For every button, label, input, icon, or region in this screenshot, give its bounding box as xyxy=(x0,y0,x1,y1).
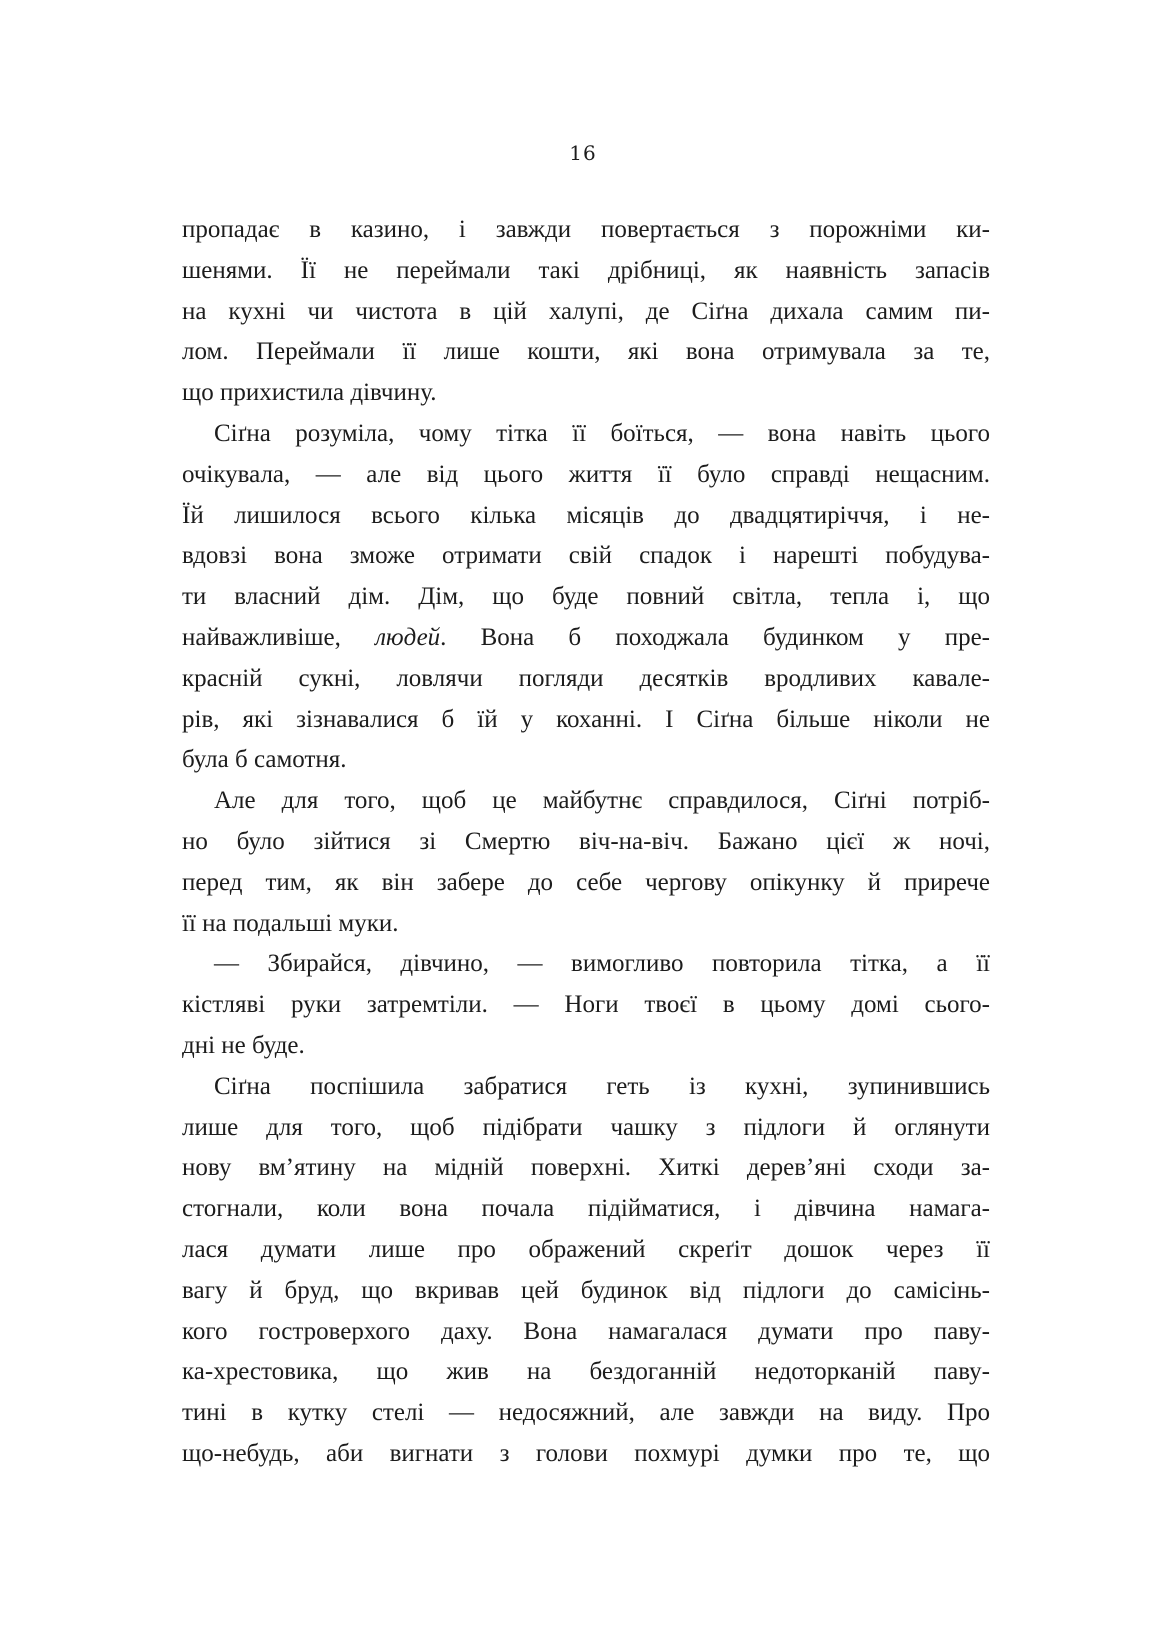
page-number: 16 xyxy=(569,141,597,165)
text-line: лом. Переймали її лише кошти, які вона отримувала за те, xyxy=(182,338,990,366)
text-line: ти власний дім. Дім, що буде повний світла, тепла і, що xyxy=(182,583,990,611)
text-line: кістляві руки затремтіли. — Ноги твоєї в цьому домі сього- xyxy=(182,991,990,1019)
text-line: на кухні чи чистота в цій халупі, де Сіґна дихала самим пи- xyxy=(182,297,990,325)
text-line: рів, які зізнавалися б їй у коханні. І Сіґна більше ніколи не xyxy=(182,705,990,733)
text-line: тині в кутку стелі — недосяжний, але завжди на виду. Про xyxy=(182,1399,990,1427)
text-line: Сіґна поспішила забратися геть із кухні, зупинившись xyxy=(214,1072,990,1100)
text-line: шенями. Її не переймали такі дрібниці, як наявність запасів xyxy=(182,256,990,284)
text-line: що прихистила дівчину. xyxy=(182,379,437,407)
text-segment: найважливіше, xyxy=(182,623,341,651)
text-line-with-emphasis xyxy=(182,618,990,659)
text-line: Сіґна розуміла, чому тітка її боїться, — вона навіть цього xyxy=(214,419,990,447)
paragraph-5 xyxy=(182,1067,990,1475)
text-line: Але для того, щоб це майбутнє справдилося, Сіґні потріб- xyxy=(214,787,990,815)
text-line: Їй лишилося всього кілька місяців до двадцятиріччя, і не- xyxy=(182,501,990,529)
text-line: ка-хрестовика, що жив на бездоганній недоторканій паву- xyxy=(182,1358,990,1386)
text-line: лише для того, щоб підібрати чашку з підлоги й оглянути xyxy=(182,1113,990,1141)
paragraph-2 xyxy=(182,414,990,781)
text-line: очікувала, — але від цього життя її було справді нещасним. xyxy=(182,460,990,488)
text-line: дні не буде. xyxy=(182,1031,305,1059)
text-line: — Збирайся, дівчино, — вимогливо повторила тітка, а її xyxy=(214,950,990,978)
text-line: була б самотня. xyxy=(182,746,347,774)
body-text xyxy=(182,210,990,1475)
text-segment: . Вона б походжала будинком у пре- xyxy=(440,623,991,651)
text-line: кого гостроверхого даху. Вона намагалася думати про паву- xyxy=(182,1317,990,1345)
text-line: пропадає в казино, і завжди повертається з порожніми ки- xyxy=(182,216,990,243)
paragraph-4 xyxy=(182,944,990,1066)
text-line: красній сукні, ловлячи погляди десятків вродливих кавале- xyxy=(182,664,990,692)
text-line: нову вм’ятину на мідній поверхні. Хиткі дерев’яні сходи за- xyxy=(182,1154,990,1182)
text-line: но було зійтися зі Смертю віч-на-віч. Бажано цієї ж ночі, xyxy=(182,827,990,855)
paragraph-1 xyxy=(182,210,990,414)
text-line: вагу й бруд, що вкривав цей будинок від підлоги до самісінь- xyxy=(182,1276,990,1304)
emphasis-word: людей xyxy=(375,623,441,651)
text-line: вдовзі вона зможе отримати свій спадок і нарешті побудува- xyxy=(182,542,990,570)
text-line: перед тим, як він забере до себе чергову опікунку й прирече xyxy=(182,868,990,896)
text-line: що-небудь, аби вигнати з голови похмурі думки про те, що xyxy=(182,1439,990,1467)
text-line: стогнали, коли вона почала підійматися, і дівчина намага- xyxy=(182,1195,990,1223)
text-line: лася думати лише про ображений скреґіт дошок через її xyxy=(182,1235,990,1263)
paragraph-3 xyxy=(182,781,990,944)
text-line: її на подальші муки. xyxy=(182,909,399,937)
